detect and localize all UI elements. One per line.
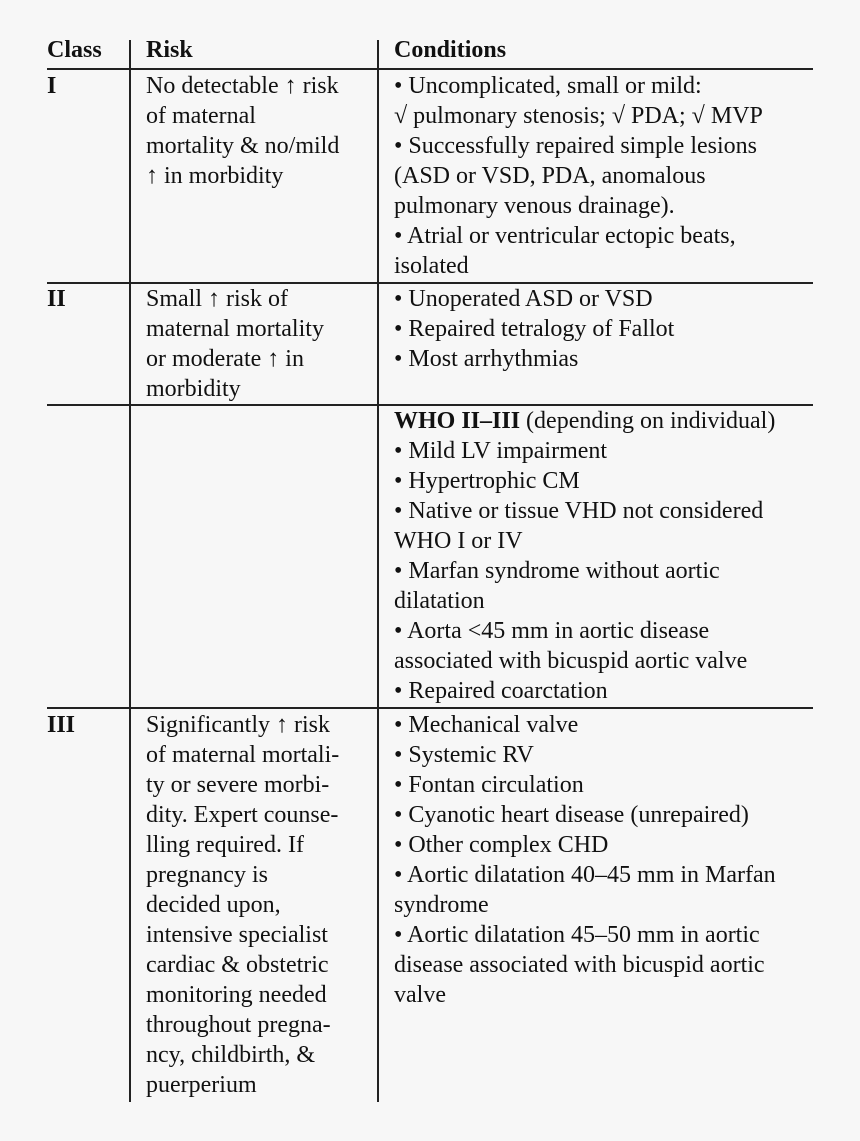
condition-line: associated with bicuspid aortic valve — [394, 648, 748, 674]
condition-line: • Most arrhythmias — [394, 346, 579, 372]
risk-line: pregnancy is — [146, 862, 268, 888]
risk-cell — [146, 710, 339, 1100]
condition-heading — [394, 406, 775, 436]
risk-line: decided upon, — [146, 892, 281, 918]
condition-line: • Native or tissue VHD not considered — [394, 498, 764, 524]
risk-line: intensive specialist — [146, 922, 328, 948]
risk-cell — [146, 284, 324, 404]
row-rule — [47, 707, 813, 709]
condition-line: • Fontan circulation — [394, 772, 584, 798]
condition-line: • Atrial or ventricular ectopic beats, — [394, 223, 736, 249]
risk-cell — [146, 71, 339, 191]
header-rule — [47, 68, 813, 70]
class-cell: I — [47, 73, 57, 99]
condition-line: • Aortic dilatation 40–45 mm in Marfan — [394, 862, 776, 888]
column-divider — [377, 40, 379, 1102]
condition-line: • Hypertrophic CM — [394, 468, 580, 494]
risk-line: or moderate ↑ in — [146, 346, 304, 372]
risk-line: ty or severe morbi- — [146, 772, 330, 798]
class-cell: II — [47, 286, 66, 312]
risk-line: ↑ in morbidity — [146, 163, 284, 189]
condition-line: • Marfan syndrome without aortic — [394, 558, 720, 584]
risk-line: cardiac & obstetric — [146, 952, 329, 978]
risk-line: No detectable ↑ risk — [146, 73, 339, 99]
risk-line: Small ↑ risk of — [146, 286, 288, 312]
column-divider — [129, 40, 131, 1102]
conditions-cell — [394, 71, 763, 281]
risk-line: puerperium — [146, 1072, 257, 1098]
condition-line: WHO I or IV — [394, 528, 523, 554]
risk-line: lling required. If — [146, 832, 304, 858]
conditions-cell — [394, 710, 776, 1010]
risk-line: ncy, childbirth, & — [146, 1042, 316, 1068]
who-class-label: WHO II–III — [394, 408, 521, 434]
condition-line: • Repaired tetralogy of Fallot — [394, 316, 675, 342]
risk-line: dity. Expert counse- — [146, 802, 339, 828]
condition-line: syndrome — [394, 892, 489, 918]
class-cell: III — [47, 712, 76, 738]
risk-line: Significantly ↑ risk — [146, 712, 330, 738]
condition-line: • Cyanotic heart disease (unrepaired) — [394, 802, 749, 828]
risk-line: monitoring needed — [146, 982, 327, 1008]
condition-line: dilatation — [394, 588, 485, 614]
condition-line: • Mechanical valve — [394, 712, 579, 738]
risk-line: maternal mortality — [146, 316, 324, 342]
condition-line: pulmonary venous drainage). — [394, 193, 675, 219]
condition-line: disease associated with bicuspid aortic — [394, 952, 765, 978]
header-conditions: Conditions — [394, 37, 507, 63]
conditions-cell — [394, 406, 775, 706]
who-class-note: (depending on individual) — [520, 408, 776, 434]
risk-line: morbidity — [146, 376, 241, 402]
conditions-cell — [394, 284, 674, 374]
condition-line: • Aorta <45 mm in aortic disease — [394, 618, 710, 644]
condition-line: • Unoperated ASD or VSD — [394, 286, 653, 312]
condition-line: • Uncomplicated, small or mild: — [394, 73, 702, 99]
header-class: Class — [47, 37, 102, 63]
condition-line: valve — [394, 982, 446, 1008]
condition-line: • Aortic dilatation 45–50 mm in aortic — [394, 922, 760, 948]
condition-line: • Other complex CHD — [394, 832, 609, 858]
condition-line: • Successfully repaired simple lesions — [394, 133, 757, 159]
condition-line: √ pulmonary stenosis; √ PDA; √ MVP — [394, 103, 763, 129]
risk-line: of maternal mortali- — [146, 742, 340, 768]
risk-line: throughout pregna- — [146, 1012, 331, 1038]
condition-line: • Systemic RV — [394, 742, 534, 768]
risk-line: mortality & no/mild — [146, 133, 340, 159]
condition-line: isolated — [394, 253, 469, 279]
risk-line: of maternal — [146, 103, 256, 129]
condition-line: • Repaired coarctation — [394, 678, 608, 704]
condition-line: (ASD or VSD, PDA, anomalous — [394, 163, 706, 189]
header-risk: Risk — [146, 37, 193, 63]
condition-line: • Mild LV impairment — [394, 438, 608, 464]
